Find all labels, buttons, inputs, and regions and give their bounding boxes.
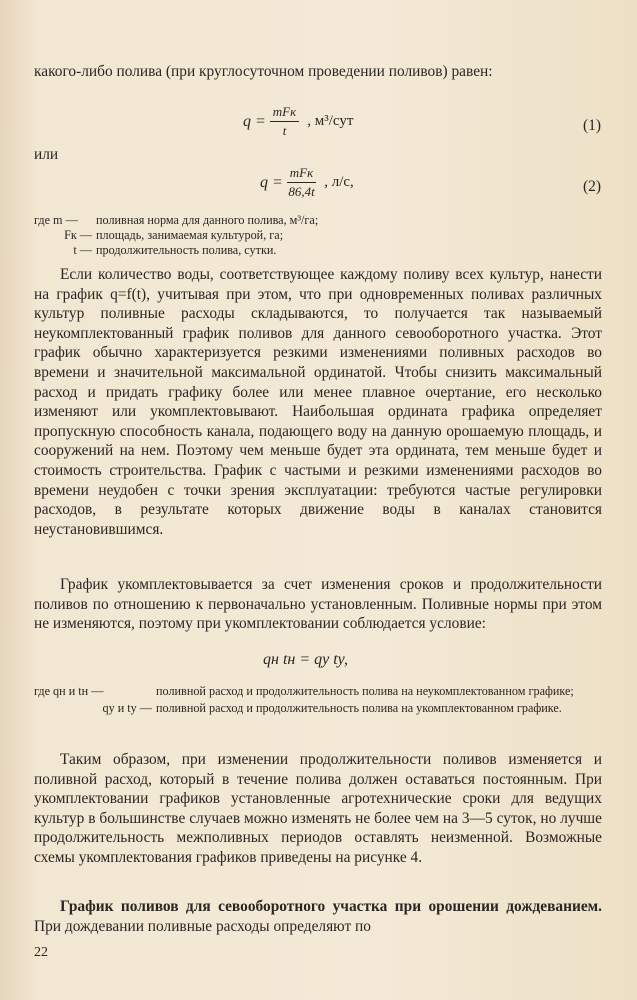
definition-text: поливная норма для данного полива, м³/га; (96, 213, 319, 227)
definition-label: qу и tу — (102, 701, 152, 715)
definition-row (34, 701, 602, 716)
definition-label: где m — (34, 213, 78, 227)
definition-label: t — (73, 243, 92, 257)
paragraph-4-heading: График поливов для севооборотного участка при орошении дождеванием. (60, 898, 602, 915)
definition-row (34, 684, 602, 699)
formula-1-denominator: t (282, 123, 287, 138)
paragraph-2: График укомплектовывается за счет изменения сроков и продолжительности поливов по отношению к первоначально установленным. Поливные нормы при этом не изменяются, поэтому при укомплектовании соблюдается условие: (34, 576, 602, 633)
definitions-1 (34, 213, 602, 258)
formula-1-lhs: q = (243, 112, 266, 130)
formula-2-unit: , л/с, (324, 174, 354, 190)
paragraph-4 (34, 897, 602, 936)
formula-1-numerator: mFк (270, 104, 299, 122)
definition-row (34, 213, 602, 228)
formula-2-fraction (287, 165, 316, 200)
formula-2 (260, 165, 354, 200)
paragraph-3: Таким образом, при изменении продолжительности поливов изменяется и поливной расход, который в течение полива должен оставаться постоянным. При укомплектовании графиков установленные агротехнические сроки для ведущих культур в большинстве случаев можно изменять не более чем на 3—5 суток, но лучше продолжительность межполивных периодов оставлять неизменной. Возможные схемы укомплектования графиков приведены на рисунке 4. (34, 751, 602, 866)
definition-label: где qн и tн — (34, 684, 104, 698)
definition-text: поливной расход и продолжительность полива на неукомплектованном графике; (156, 684, 574, 698)
definitions-2 (34, 684, 602, 716)
paragraph-1: Если количество воды, соответствующее каждому поливу всех культур, нанести на график q=f(t), учитывая при этом, что при одновременных поливах различных культур поливные расходы складываются, то получается так называемый неукомплектованный график поливов для данного севооборотного участка. Этот график обычно характеризуется резкими изменениями поливных расходов во времени и значительной максимальной ординатой. Чтобы снизить максимальный расход и придать графику более или менее плавное очертание, его несколько изменяют или укомплектовывают. Наибольшая ордината графика определяет пропускную способность канала, подающего воду на данную орошаемую площадь, и сооружений на нем. Поэтому чем меньше будет эта ордината, тем меньше будет и стоимость строительства. График с частыми и резкими изменениями расходов во времени неудобен с точки зрения эксплуатации: требуются частые регулировки расходов, в результате которых движение воды в каналах становится неустановившимся. (34, 266, 602, 538)
formula-1-fraction (270, 104, 299, 139)
formula-1-number: (1) (583, 117, 602, 134)
formula-1 (243, 104, 353, 139)
page-number: 22 (34, 945, 48, 960)
definition-label: Fк — (64, 228, 92, 242)
definition-row (34, 228, 602, 243)
definition-text: поливной расход и продолжительность полива на укомплектованном графике. (156, 701, 562, 715)
formula-2-numerator: mFк (287, 165, 316, 183)
paragraph-4-text: При дождевании поливные расходы определяют по (34, 917, 371, 935)
formula-2-denominator: 86,4t (288, 184, 315, 199)
formula-1-unit: , м³/сут (307, 113, 354, 129)
definition-text: площадь, занимаемая культурой, га; (96, 228, 284, 242)
formula-2-lhs: q = (260, 173, 283, 191)
formula-3: qн tн = qу tу, (263, 651, 348, 668)
definition-text: продолжительность полива, сутки. (96, 243, 277, 257)
definition-row (34, 243, 602, 258)
or-text: или (34, 146, 59, 163)
formula-2-number: (2) (583, 178, 602, 195)
intro-text: какого-либо полива (при круглосуточном проведении поливов) равен: (34, 63, 493, 80)
